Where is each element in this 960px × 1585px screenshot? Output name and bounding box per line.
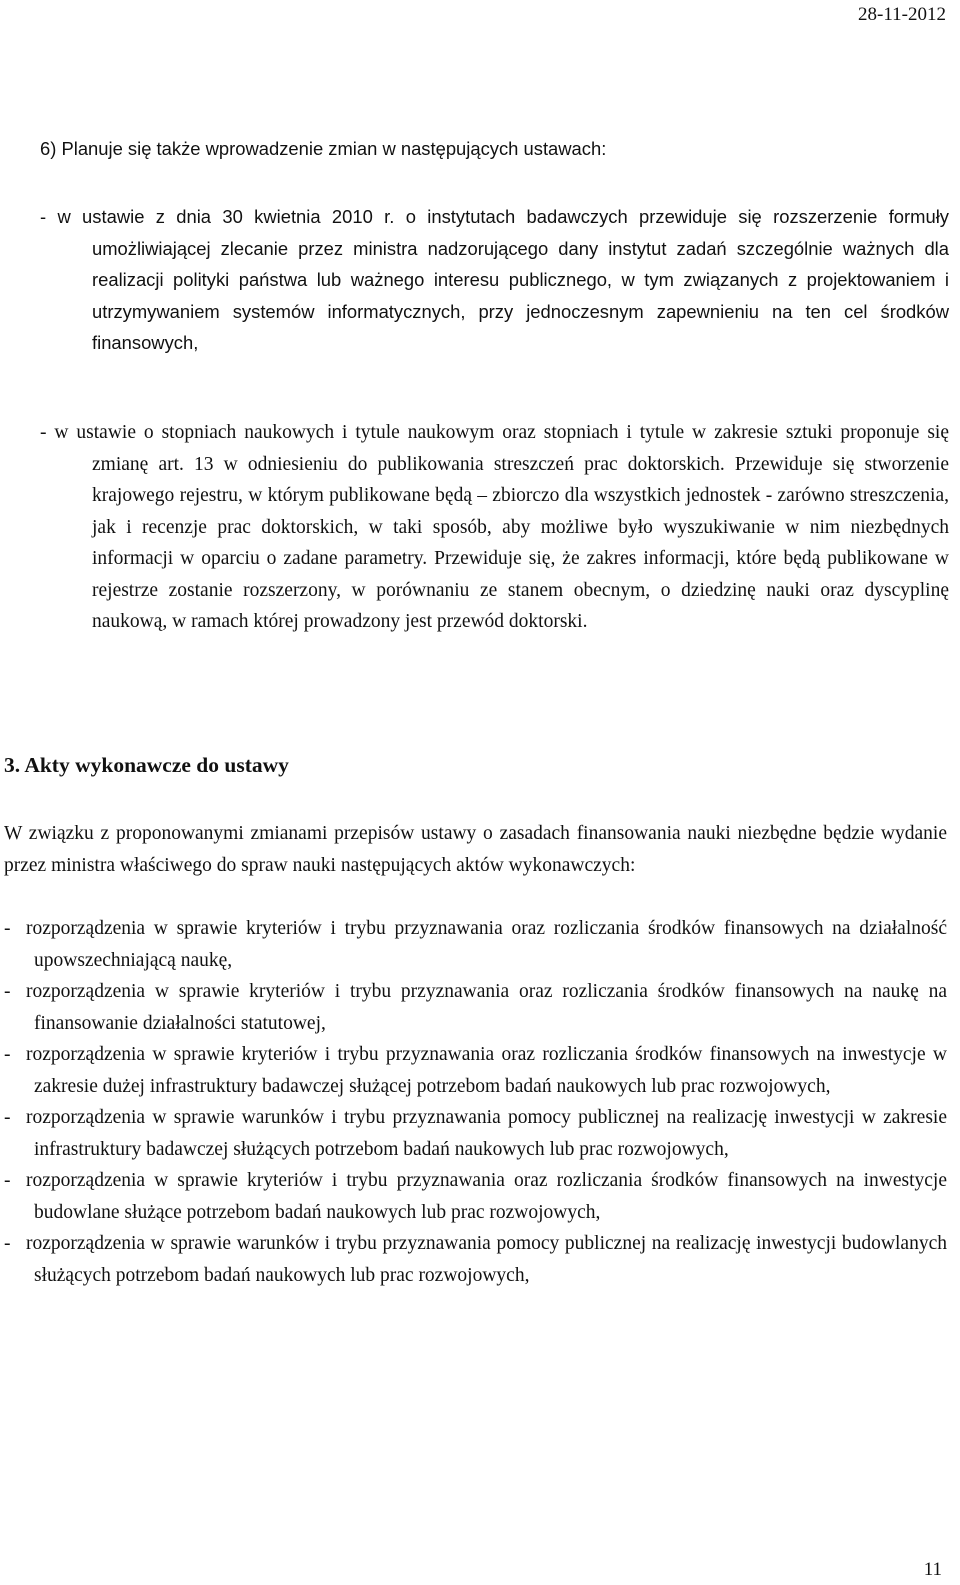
list-item — [4, 1228, 947, 1291]
section-3-heading: 3. Akty wykonawcze do ustawy — [4, 753, 289, 777]
list-item-text: rozporządzenia w sprawie kryteriów i trybu przyznawania oraz rozliczania środków finansowych na naukę na finansowanie działalności statutowej, — [26, 981, 947, 1034]
list-dash: - — [4, 918, 11, 939]
list-dash: - — [4, 1044, 11, 1065]
list-item — [4, 1165, 947, 1228]
executive-acts-list — [4, 913, 947, 1291]
list-item — [4, 913, 947, 976]
list-item-text: rozporządzenia w sprawie kryteriów i trybu przyznawania oraz rozliczania środków finansowych na działalność upowszechniającą naukę, — [26, 918, 947, 971]
list-dash: - — [4, 981, 11, 1002]
list-dash: - — [4, 1107, 11, 1128]
list-dash: - — [4, 1233, 11, 1254]
list-item-text: rozporządzenia w sprawie kryteriów i trybu przyznawania oraz rozliczania środków finansowych na inwestycje budowlane służące potrzebom badań naukowych lub prac rozwojowych, — [26, 1170, 947, 1223]
section-6-intro: 6) Planuje się także wprowadzenie zmian w następujących ustawach: — [40, 138, 607, 159]
list-item — [4, 1102, 947, 1165]
page-number: 11 — [923, 1559, 942, 1580]
list-dash: - — [4, 1170, 11, 1191]
list-item-text: rozporządzenia w sprawie kryteriów i trybu przyznawania oraz rozliczania środków finansowych na inwestycje w zakresie dużej infrastruktury badawczej służącej potrzebom badań naukowych lub prac rozwojowych, — [26, 1044, 947, 1097]
header-date: 28-11-2012 — [858, 4, 946, 25]
list-item — [4, 1039, 947, 1102]
section-3-intro: W związku z proponowanymi zmianami przepisów ustawy o zasadach finansowania nauki niezbędne będzie wydanie przez ministra właściwego do spraw nauki następujących aktów wykonawczych: — [4, 823, 947, 876]
section-6-item-research-institutes: - w ustawie z dnia 30 kwietnia 2010 r. o instytutach badawczych przewiduje się rozszerzenie formuły umożliwiającej zlecanie przez ministra nadzorującego dany instytut zadań szczególnie ważnych dla realizacji polityki państwa lub ważnego interesu publicznego, w tym związanych z projektowaniem i utrzymywaniem systemów informatycznych, przy jednoczesnym zapewnieniu na ten cel środków finansowych, — [40, 206, 949, 353]
section-6-item-scientific-degrees: - w ustawie o stopniach naukowych i tytule naukowym oraz stopniach i tytule w zakresie sztuki proponuje się zmianę art. 13 w odniesieniu do publikowania streszczeń prac doktorskich. Przewiduje się stworzenie krajowego rejestru, w którym publikowane będą – zbiorczo dla wszystkich jednostek - zarówno streszczenia, jak i recenzje prac doktorskich, w taki sposób, aby możliwe było wyszukiwanie w nim niezbędnych informacji w oparciu o zadane parametry. Przewiduje się, że zakres informacji, które będą publikowane w rejestrze zostanie rozszerzony, w porównaniu ze stanem obecnym, o dziedzinę nauki oraz dyscyplinę naukową, w ramach której prowadzony jest przewód doktorski. — [40, 422, 949, 632]
list-item-text: rozporządzenia w sprawie warunków i trybu przyznawania pomocy publicznej na realizację inwestycji budowlanych służących potrzebom badań naukowych lub prac rozwojowych, — [26, 1233, 947, 1286]
list-item — [4, 976, 947, 1039]
list-item-text: rozporządzenia w sprawie warunków i trybu przyznawania pomocy publicznej na realizację inwestycji w zakresie infrastruktury badawczej służących potrzebom badań naukowych lub prac rozwojowych, — [26, 1107, 947, 1160]
